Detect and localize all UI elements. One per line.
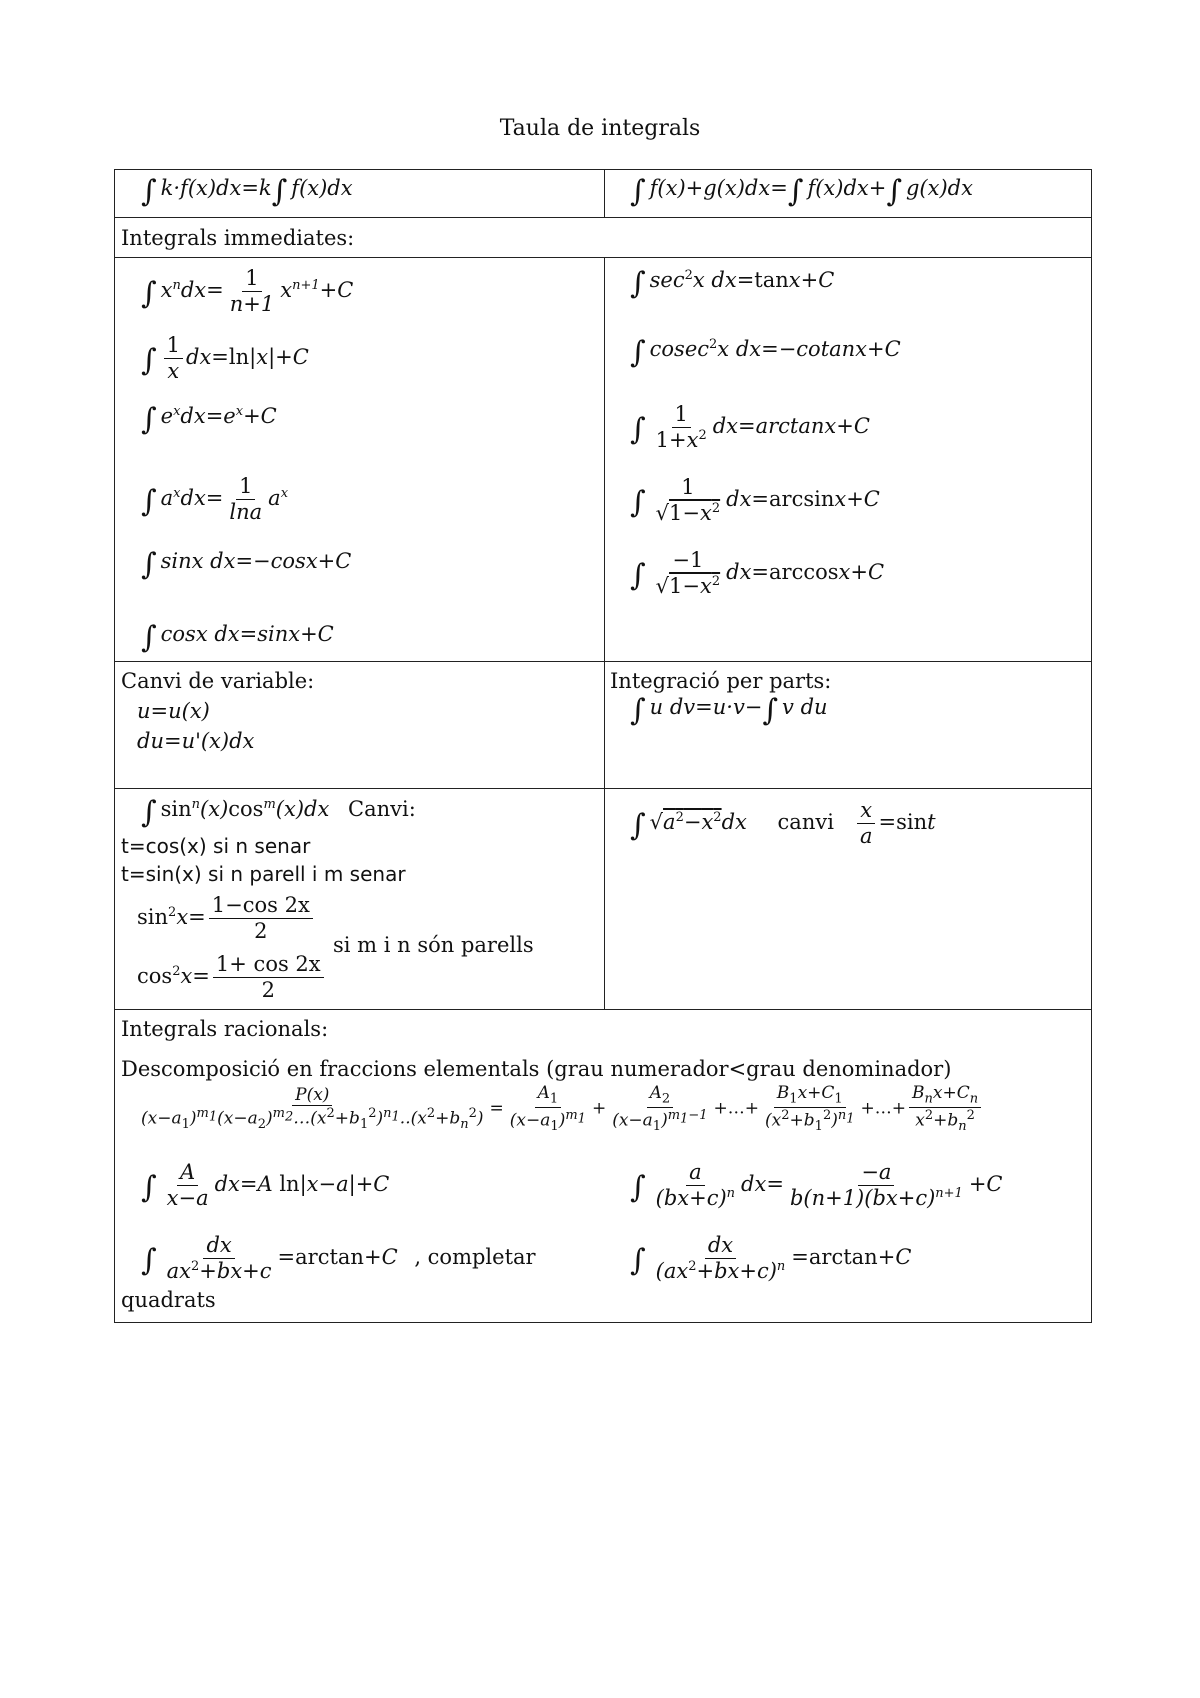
quadrats-text: quadrats (121, 1288, 216, 1312)
formula-rational-power: ∫ $\frac{a}{(bx+c)^n}$ dx= $\frac{-a}{b(n+1)(bx+c)^{n+1}}$ +C (630, 1160, 1003, 1211)
formula-by-parts: ∫ u dv=u·v−∫ v du (630, 693, 828, 728)
formula-quadratic: ∫ $\frac{dx}{ax^2+bx+c}$ =arctan+C , completar (141, 1233, 536, 1284)
col-divider (604, 170, 605, 217)
formula-arcsin: ∫ $\frac{1}{√1-x^2}$ dx=arcsinx+C (630, 475, 880, 526)
formula-sqrt-a2-x2: ∫ $√a^2-x^2dx$ canvi $\frac{x}{a}$ =sint (630, 798, 936, 849)
col-divider (604, 257, 605, 1009)
rational-header: Integrals racionals: (121, 1017, 329, 1041)
formula-cos: ∫ cosx dx=sinx+C (141, 620, 334, 655)
formula-arctan: ∫ $\frac{1}{1+x^2}$ dx=arctanx+C (630, 402, 870, 453)
formula-sin2: $\sin^2x=$ $\frac{1-\cos 2x}{2}$ (137, 893, 316, 944)
formula-power: ∫ $x^ndx=$ $\frac{1}{n+1}$ $x^{n+1}+C$ (141, 266, 354, 317)
formula-sin-cos-power: ∫ $\sin^n(x)\cos^m(x)dx$ Canvi: (141, 795, 416, 830)
formula-cos2: $\cos^2x=$ $\frac{1+ \cos 2x}{2}$ (137, 952, 327, 1003)
page-title: Taula de integrals (499, 116, 701, 141)
formula-sec2: ∫ $\sec^2x$ dx=tanx+C (630, 266, 835, 301)
row-divider (115, 1009, 1091, 1010)
formula-rational-linear: ∫ $\frac{A}{x-a}$ dx=A ln|x−a|+C (141, 1160, 390, 1211)
row-divider (115, 217, 1091, 218)
completar-text: , completar (414, 1245, 536, 1270)
canvi-word: canvi (777, 810, 834, 835)
row-divider (115, 788, 1091, 789)
formula-sin: ∫ sinx dx=−cosx+C (141, 547, 352, 582)
row-divider (115, 257, 1091, 258)
formula-quadratic-power: ∫ $\frac{dx}{(ax^2+bx+c)^n}$ =arctan+C (630, 1233, 912, 1284)
partial-fraction-header: Descomposició en fraccions elementals (grau numerador<grau denominador) (121, 1057, 952, 1081)
formula-partial-fractions: $\frac{P(x)}{(x-a_1)^{m_1}(x-a_2)^{m_2}\dots(x^2+b_1^2)^{n_1}..(x^2+b_n^2)}$ = $\frac{A_1}{(x-a_1)^{m_1}}$ + $\frac{A_2}{(x-a_1)^{m_1-1}}$ +…+ $\frac{B_1x+C_1}{(x^2+b_1^2)^{n_1}}$ +…+ $\frac{B_nx+C_n}{x^2+b_n^2}$ (135, 1083, 984, 1135)
formula-sum-rule: ∫ f(x)+g(x)dx=∫ f(x)dx+∫ g(x)dx (630, 174, 973, 209)
change-variable-header: Canvi de variable: (121, 669, 315, 693)
formula-constant-multiple: ∫ k·f(x)dx=k∫ f(x)dx (141, 174, 353, 209)
rule-n-even-m-odd: t=sin(x) si n parell i m senar (121, 862, 406, 886)
integrals-table (114, 169, 1092, 1323)
by-parts-header: Integració per parts: (610, 669, 832, 693)
formula-cosec2: ∫ cosec$^2$x dx=−cotanx+C (630, 335, 901, 370)
formula-ax: ∫ $a^xdx=$ $\frac{1}{\ln a}$ $a^x$ (141, 474, 289, 525)
immediates-header: Integrals immediates: (121, 226, 355, 250)
rule-n-odd: t=cos(x) si n senar (121, 834, 311, 858)
formula-arccos: ∫ $\frac{-1}{√1-x^2}$ dx=arccosx+C (630, 548, 885, 599)
row-divider (115, 661, 1091, 662)
rule-both-even: si m i n són parells (333, 933, 534, 957)
formula-exp: ∫ $e^xdx=e^x+C$ (141, 402, 277, 437)
formula-reciprocal: ∫ $\frac{1}{x}$ dx=ln|x|+C (141, 333, 309, 384)
formula-u-def: u=u(x) (137, 699, 210, 723)
canvi-label: Canvi: (348, 797, 416, 821)
formula-du-def: du=u'(x)dx (137, 729, 255, 753)
